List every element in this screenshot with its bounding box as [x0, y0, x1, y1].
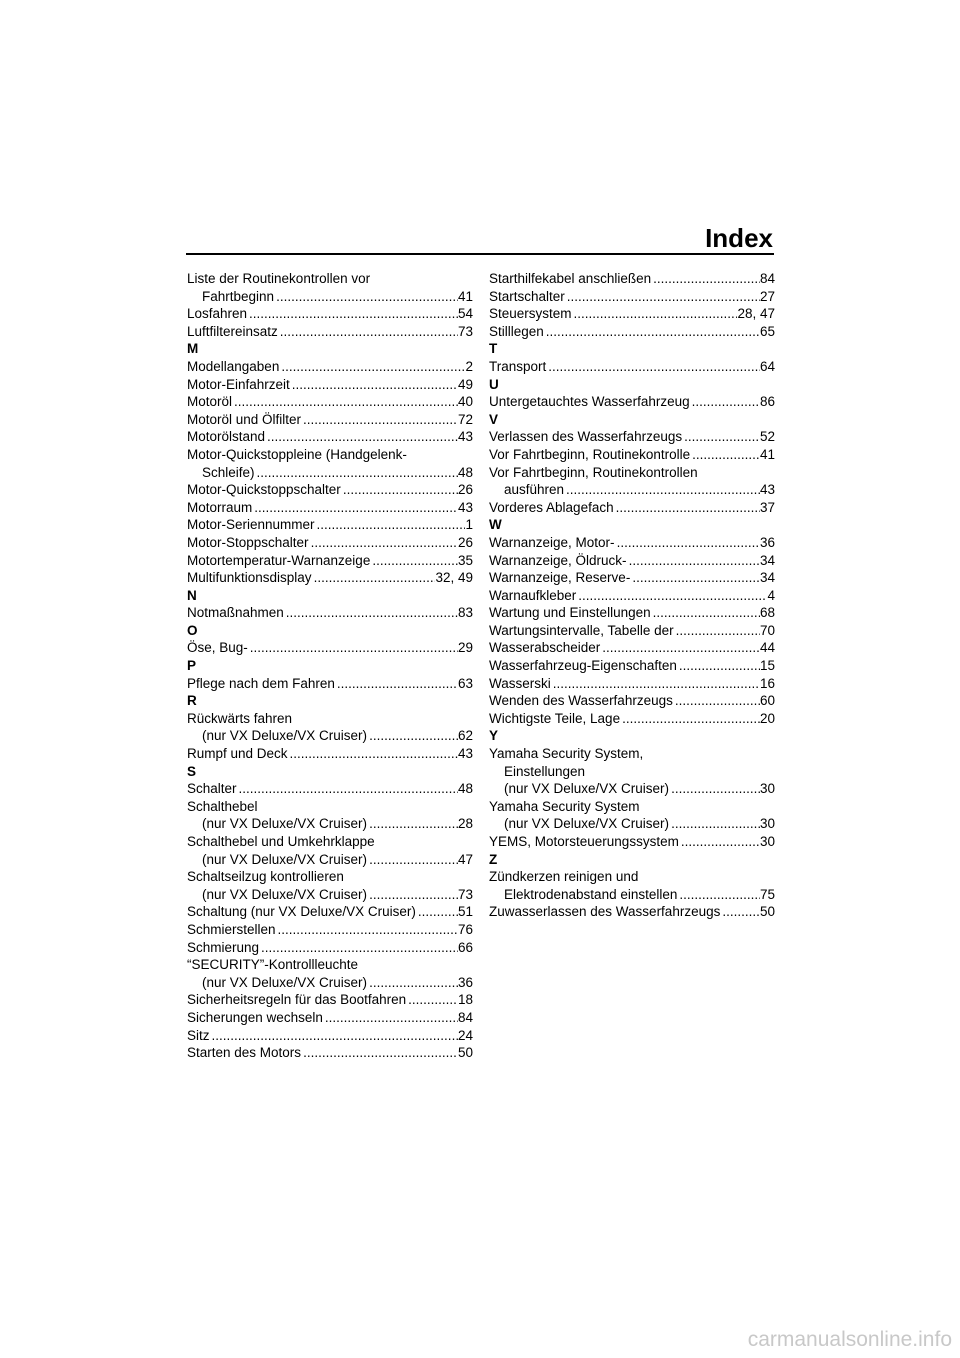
index-page-number: 27 — [759, 288, 775, 304]
index-entry — [187, 358, 473, 376]
index-leader-dots — [301, 411, 458, 429]
index-entry-label: Wasserfahrzeug-Eigenschaften — [489, 658, 677, 674]
index-entry-label: Schmierstellen — [187, 921, 276, 937]
index-leader-dots — [576, 587, 767, 605]
index-leader-dots — [690, 446, 760, 464]
index-page-number: 83 — [457, 605, 473, 621]
index-leader-dots — [309, 534, 458, 552]
index-leader-dots — [630, 569, 760, 587]
index-section-letter: Z — [489, 851, 498, 867]
index-entry — [187, 604, 473, 622]
index-section-letter: P — [187, 658, 197, 674]
index-entry — [187, 780, 473, 798]
index-leader-dots — [237, 780, 458, 798]
index-page-number: 35 — [457, 552, 473, 568]
index-page-number: 24 — [457, 1027, 473, 1043]
index-leader-dots — [564, 481, 760, 499]
index-entry — [489, 481, 775, 499]
index-leader-dots — [288, 745, 458, 763]
index-page-number: 50 — [759, 904, 775, 920]
index-leader-dots — [252, 499, 458, 517]
index-page-number: 30 — [759, 781, 775, 797]
index-page-number: 54 — [457, 306, 473, 322]
index-leader-dots — [651, 604, 760, 622]
index-page-number: 40 — [457, 394, 473, 410]
index-page-number: 73 — [457, 886, 473, 902]
index-entry-label: (nur VX Deluxe/VX Cruiser) — [202, 851, 368, 867]
index-leader-dots — [210, 1027, 458, 1045]
index-entry-label: (nur VX Deluxe/VX Cruiser) — [504, 781, 670, 797]
index-page-number: 1 — [465, 517, 473, 533]
index-leader-dots — [677, 657, 760, 675]
index-entry — [187, 886, 473, 904]
index-entry — [187, 815, 473, 833]
index-entry-label: Sicherheitsregeln für das Bootfahren — [187, 992, 407, 1008]
index-entry-label: Wasserski — [489, 675, 551, 691]
index-entry — [187, 499, 473, 517]
index-entry — [489, 569, 775, 587]
index-entry — [187, 376, 473, 394]
index-leader-dots — [674, 622, 760, 640]
index-section-letter: S — [187, 763, 197, 779]
index-page-number: 37 — [759, 499, 775, 515]
index-leader-dots — [627, 552, 760, 570]
index-page-number: 48 — [457, 464, 473, 480]
index-entry — [489, 622, 775, 640]
index-leader-dots — [255, 464, 458, 482]
index-leader-dots — [232, 393, 458, 411]
index-page-number: 16 — [759, 675, 775, 691]
index-entry-label: Losfahren — [187, 306, 248, 322]
index-leader-dots — [367, 815, 458, 833]
index-page-number: 48 — [457, 781, 473, 797]
index-entry-label: Zuwasserlassen des Wasserfahrzeugs — [489, 904, 721, 920]
index-leader-dots — [546, 358, 760, 376]
index-entry-label: Motoröl und Ölfilter — [187, 411, 302, 427]
index-section-letter: O — [187, 622, 198, 638]
index-page-number: 2 — [465, 358, 473, 374]
index-entry-label: Vor Fahrtbeginn, Routinekontrolle — [489, 446, 691, 462]
index-entry-label: Wichtigste Teile, Lage — [489, 710, 621, 726]
index-page-number: 43 — [457, 429, 473, 445]
index-entry-label: “SECURITY”-Kontrollleuchte — [187, 957, 359, 973]
index-page-number: 68 — [759, 605, 775, 621]
index-entry-label: Wasserabscheider — [489, 640, 601, 656]
index-leader-dots — [679, 833, 760, 851]
index-leader-dots — [720, 903, 760, 921]
index-section-letter: T — [489, 341, 498, 357]
index-entry-label: Vor Fahrtbeginn, Routinekontrollen — [489, 464, 698, 480]
index-leader-dots — [682, 428, 760, 446]
index-leader-dots — [669, 815, 760, 833]
index-leader-dots — [248, 639, 458, 657]
index-page-number: 43 — [759, 482, 775, 498]
index-page-number: 84 — [457, 1009, 473, 1025]
index-page-number: 28 — [457, 816, 473, 832]
index-entry — [187, 939, 473, 957]
index-entry — [187, 1027, 473, 1045]
index-entry-label: Sitz — [187, 1027, 210, 1043]
index-entry-text — [187, 868, 473, 886]
index-entry-text — [489, 763, 775, 781]
index-entry — [187, 428, 473, 446]
index-page-number: 34 — [759, 570, 775, 586]
index-page-number: 60 — [759, 693, 775, 709]
index-leader-dots — [370, 552, 458, 570]
index-entry-label: Schalter — [187, 781, 237, 797]
index-entry-label: Pflege nach dem Fahren — [187, 675, 335, 691]
index-column-right — [489, 270, 775, 921]
index-entry-label: Stilllegen — [489, 323, 544, 339]
index-entry-label: Schaltung (nur VX Deluxe/VX Cruiser) — [187, 904, 416, 920]
index-entry-label: (nur VX Deluxe/VX Cruiser) — [202, 886, 368, 902]
index-page-number: 4 — [767, 587, 775, 603]
index-entry — [489, 393, 775, 411]
index-leader-dots — [600, 639, 760, 657]
index-entry-label: Motorraum — [187, 499, 253, 515]
index-page-number: 50 — [457, 1045, 473, 1061]
index-entry — [187, 569, 473, 587]
index-page-number: 28, 47 — [737, 306, 775, 322]
index-entry-label: Schaltseilzug kontrollieren — [187, 869, 344, 885]
index-entry-label: Einstellungen — [504, 763, 586, 779]
index-entry-label: Wartung und Einstellungen — [489, 605, 651, 621]
index-page-number: 63 — [457, 675, 473, 691]
index-entry-label: Motor-Einfahrzeit — [187, 376, 290, 392]
index-entry-label: Motor-Quickstoppleine (Handgelenk- — [187, 446, 407, 462]
index-entry-label: (nur VX Deluxe/VX Cruiser) — [504, 816, 670, 832]
index-leader-dots — [416, 903, 458, 921]
index-page-number: 18 — [457, 992, 473, 1008]
index-entry-label: Notmaßnahmen — [187, 605, 284, 621]
index-entry-label: Rumpf und Deck — [187, 746, 288, 762]
index-leader-dots — [406, 991, 458, 1009]
index-leader-dots — [335, 675, 458, 693]
index-page-number: 15 — [759, 658, 775, 674]
index-entry-label: Zündkerzen reinigen und — [489, 869, 639, 885]
index-entry — [187, 481, 473, 499]
index-entry — [489, 552, 775, 570]
index-entry-text — [187, 833, 473, 851]
index-entry — [489, 692, 775, 710]
index-page-number: 72 — [457, 411, 473, 427]
index-leader-dots — [614, 499, 760, 517]
index-entry-label: Schmierung — [187, 939, 260, 955]
index-entry-text — [489, 798, 775, 816]
index-section-letter: V — [489, 411, 499, 427]
index-entry-label: Sicherungen wechseln — [187, 1009, 323, 1025]
index-page-number: 86 — [759, 394, 775, 410]
index-page-number: 76 — [457, 921, 473, 937]
index-page-number: 32, 49 — [435, 570, 473, 586]
index-section-letter: R — [187, 693, 197, 709]
index-entry — [489, 833, 775, 851]
index-page-number: 62 — [457, 728, 473, 744]
index-entry — [489, 499, 775, 517]
index-entry-label: Transport — [489, 358, 547, 374]
page-title: Index — [705, 223, 773, 253]
index-entry — [489, 903, 775, 921]
index-leader-dots — [341, 481, 458, 499]
index-entry-text — [489, 868, 775, 886]
index-page-number: 52 — [759, 429, 775, 445]
index-entry — [187, 552, 473, 570]
index-entry-label: YEMS, Motorsteuerungssystem — [489, 834, 679, 849]
index-page-number: 30 — [759, 834, 775, 849]
index-page-number: 43 — [457, 499, 473, 515]
index-entry-label: Motor-Seriennummer — [187, 517, 315, 533]
index-section-letter: N — [187, 587, 197, 603]
index-page-number: 20 — [759, 710, 775, 726]
index-leader-dots — [259, 939, 458, 957]
index-entry — [187, 639, 473, 657]
index-entry-label: Motorölstand — [187, 429, 266, 445]
index-page-number: 51 — [457, 904, 473, 920]
index-entry-label: Elektrodenabstand einstellen — [504, 886, 678, 902]
index-leader-dots — [367, 886, 458, 904]
index-page-number: 34 — [759, 552, 775, 568]
index-page-number: 47 — [457, 851, 473, 867]
index-page-number: 36 — [759, 534, 775, 550]
index-entry — [187, 516, 473, 534]
index-entry — [489, 534, 775, 552]
index-entry-label: Öse, Bug- — [187, 640, 248, 656]
index-entry-text — [187, 956, 473, 974]
index-entry — [489, 710, 775, 728]
index-leader-dots — [265, 428, 458, 446]
index-entry-label: Schalthebel und Umkehrklappe — [187, 834, 375, 849]
index-page-number: 30 — [759, 816, 775, 832]
index-leader-dots — [367, 851, 458, 869]
index-leader-dots — [620, 710, 760, 728]
index-entry-label: ausführen — [504, 482, 565, 498]
index-page-number: 64 — [759, 358, 775, 374]
index-entry — [489, 270, 775, 288]
index-entry-text — [187, 270, 473, 288]
index-leader-dots — [367, 974, 458, 992]
index-leader-dots — [651, 270, 760, 288]
index-entry — [187, 1009, 473, 1027]
index-page-number: 41 — [759, 446, 775, 462]
index-entry — [187, 411, 473, 429]
index-entry-label: Warnanzeige, Reserve- — [489, 570, 631, 586]
index-page-number: 66 — [457, 939, 473, 955]
index-leader-dots — [315, 516, 466, 534]
index-entry — [187, 675, 473, 693]
index-leader-dots — [615, 534, 760, 552]
index-leader-dots — [301, 1044, 458, 1062]
index-page-number: 65 — [759, 323, 775, 339]
index-entry-label: Rückwärts fahren — [187, 710, 293, 726]
index-leader-dots — [323, 1009, 458, 1027]
index-entry-label: Verlassen des Wasserfahrzeugs — [489, 429, 683, 445]
index-leader-dots — [247, 305, 458, 323]
index-entry — [187, 903, 473, 921]
index-leader-dots — [367, 727, 458, 745]
index-entry — [489, 358, 775, 376]
index-section-letter: Y — [489, 728, 499, 744]
index-leader-dots — [673, 692, 760, 710]
index-leader-dots — [690, 393, 760, 411]
index-leader-dots — [669, 780, 760, 798]
index-page-number: 70 — [759, 622, 775, 638]
index-leader-dots — [278, 323, 458, 341]
index-entry — [187, 288, 473, 306]
index-entry — [489, 780, 775, 798]
index-entry-label: Warnanzeige, Motor- — [489, 534, 615, 550]
index-entry-label: Motor-Quickstoppschalter — [187, 482, 341, 498]
index-entry-text — [187, 710, 473, 728]
index-entry-label: Liste der Routinekontrollen vor — [187, 271, 371, 286]
index-entry-label: Vorderes Ablagefach — [489, 499, 614, 515]
index-page-number: 26 — [457, 534, 473, 550]
index-leader-dots — [544, 323, 760, 341]
index-entry — [187, 464, 473, 482]
title-rule — [186, 253, 774, 255]
index-section-letter: U — [489, 376, 499, 392]
index-page-number: 84 — [759, 271, 775, 286]
index-entry — [187, 323, 473, 341]
index-leader-dots — [312, 569, 436, 587]
index-entry-label: Wartungsintervalle, Tabelle der — [489, 622, 674, 638]
index-leader-dots — [274, 288, 458, 306]
index-page-number: 75 — [759, 886, 775, 902]
index-page-number: 49 — [457, 376, 473, 392]
index-entry-text — [489, 745, 775, 763]
index-entry — [489, 288, 775, 306]
index-page-number: 26 — [457, 482, 473, 498]
index-page-number: 36 — [457, 974, 473, 990]
index-entry — [489, 675, 775, 693]
index-leader-dots — [551, 675, 760, 693]
index-entry-label: Schleife) — [202, 464, 255, 480]
index-entry-label: Steuersystem — [489, 306, 572, 322]
index-entry — [489, 323, 775, 341]
index-entry-text — [187, 798, 473, 816]
index-entry — [489, 587, 775, 605]
index-entry-label: Starten des Motors — [187, 1045, 302, 1061]
index-page-number: 43 — [457, 746, 473, 762]
index-entry — [489, 886, 775, 904]
index-entry-label: Motoröl — [187, 394, 233, 410]
index-entry-label: Luftfiltereinsatz — [187, 323, 278, 339]
index-page-number: 73 — [457, 323, 473, 339]
index-leader-dots — [276, 921, 458, 939]
index-entry — [489, 428, 775, 446]
index-entry — [187, 851, 473, 869]
index-entry-label: Motortemperatur-Warnanzeige — [187, 552, 371, 568]
index-entry-label: Warnanzeige, Öldruck- — [489, 552, 627, 568]
index-entry — [187, 393, 473, 411]
index-entry-label: Untergetauchtes Wasserfahrzeug — [489, 394, 690, 410]
index-entry-label: (nur VX Deluxe/VX Cruiser) — [202, 816, 368, 832]
index-entry-label: Schalthebel — [187, 798, 258, 814]
index-entry — [187, 974, 473, 992]
index-entry-label: Wenden des Wasserfahrzeugs — [489, 693, 673, 709]
index-entry — [187, 534, 473, 552]
index-entry-text — [489, 464, 775, 482]
index-leader-dots — [572, 305, 738, 323]
index-leader-dots — [565, 288, 760, 306]
index-entry — [489, 639, 775, 657]
index-entry-label: Motor-Stoppschalter — [187, 534, 309, 550]
index-page-number: 44 — [759, 640, 775, 656]
index-page-number: 41 — [457, 288, 473, 304]
index-entry — [489, 815, 775, 833]
index-entry-label: Startschalter — [489, 288, 565, 304]
index-section-letter: W — [489, 517, 502, 533]
index-entry-label: Fahrtbeginn — [202, 288, 275, 304]
index-entry-label: Warnaufkleber — [489, 587, 577, 603]
index-entry — [187, 727, 473, 745]
index-entry — [187, 745, 473, 763]
index-entry-text — [187, 446, 473, 464]
index-entry — [187, 991, 473, 1009]
watermark: carmanualsonline.info — [747, 1328, 952, 1351]
index-entry — [187, 1044, 473, 1062]
index-entry-label: Starthilfekabel anschließen — [489, 271, 652, 286]
index-leader-dots — [279, 358, 465, 376]
index-entry — [187, 921, 473, 939]
index-column-left — [187, 270, 473, 1062]
index-entry-label: Yamaha Security System, — [489, 746, 644, 762]
index-entry — [489, 305, 775, 323]
index-entry — [489, 446, 775, 464]
index-entry-label: Multifunktionsdisplay — [187, 570, 312, 586]
index-entry-label: Modellangaben — [187, 358, 280, 374]
index-leader-dots — [290, 376, 458, 394]
index-entry-label: (nur VX Deluxe/VX Cruiser) — [202, 974, 368, 990]
index-entry — [489, 657, 775, 675]
index-entry — [187, 305, 473, 323]
index-entry — [489, 604, 775, 622]
index-entry-label: Yamaha Security System — [489, 798, 640, 814]
index-leader-dots — [677, 886, 760, 904]
index-leader-dots — [284, 604, 458, 622]
index-entry-label: (nur VX Deluxe/VX Cruiser) — [202, 728, 368, 744]
index-section-letter: M — [187, 341, 199, 357]
index-page-number: 29 — [457, 640, 473, 656]
